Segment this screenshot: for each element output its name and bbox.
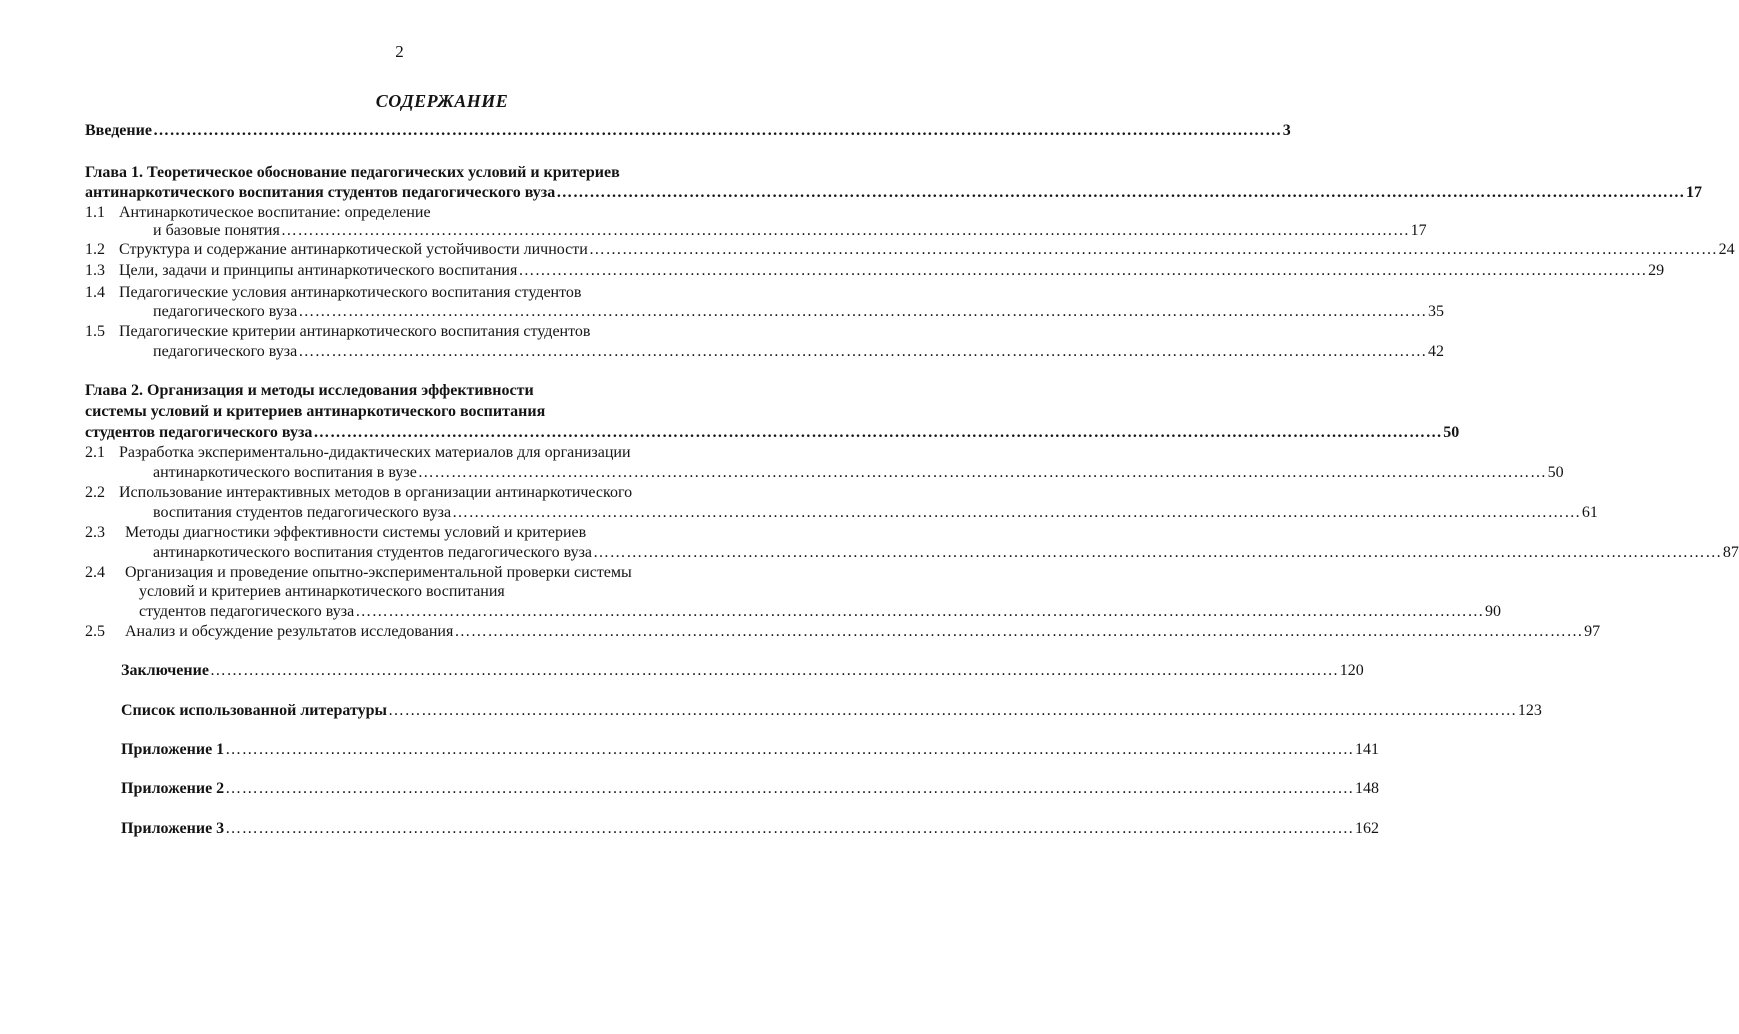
toc-entry-page: 87 <box>1722 544 1739 561</box>
dot-leader: …………………………………………………………………………………………………………………………………………………………………………………… <box>225 780 1354 797</box>
section-number: 2.2 <box>85 484 105 501</box>
toc-entry-appendix-3[interactable] <box>121 818 1379 840</box>
toc-entry-page: 123 <box>1517 702 1542 719</box>
section-number: 1.5 <box>85 323 105 340</box>
section-number: 2.5 <box>85 623 105 640</box>
toc-entry-label: Приложение 1 <box>121 741 225 758</box>
section-text-cont: антинаркотического воспитания в вузе <box>153 464 417 481</box>
chapter1-title-line2: антинаркотического воспитания студентов педагогического вуза <box>85 184 556 201</box>
toc-entry-1-4[interactable] <box>153 301 1444 323</box>
section-text-cont: воспитания студентов педагогического вуза <box>153 504 452 521</box>
toc-entry-page: 29 <box>1648 262 1665 279</box>
section-text: Структура и содержание антинаркотической устойчивости личности <box>119 241 588 258</box>
toc-entry-1-2[interactable] <box>85 239 1735 261</box>
section-text: Методы диагностики эффективности системы условий и критериев <box>125 524 587 541</box>
dot-leader: …………………………………………………………………………………………………………………………………………………………………………………… <box>209 662 1339 679</box>
dot-leader: …………………………………………………………………………………………………………………………………………………………………………………… <box>225 741 1354 758</box>
section-text-cont: студентов педагогического вуза <box>139 603 355 620</box>
toc-title: СОДЕРЖАНИЕ <box>375 91 509 111</box>
section-2-2-line1[interactable] <box>85 482 632 504</box>
section-2-3-line1[interactable] <box>85 522 586 544</box>
section-text-cont: и базовые понятия <box>153 222 280 239</box>
dot-leader: …………………………………………………………………………………………………………………………………………………………………………………… <box>280 222 1410 239</box>
dot-leader: …………………………………………………………………………………………………………………………………………………………………………………… <box>152 122 1282 139</box>
toc-entry-2-1[interactable] <box>153 462 1564 484</box>
toc-entry-2-3[interactable] <box>153 542 1739 564</box>
section-number: 1.2 <box>85 241 105 258</box>
dot-leader: …………………………………………………………………………………………………………………………………………………………………………………… <box>452 504 1581 521</box>
toc-entry-page: 61 <box>1581 504 1598 521</box>
chapter2-title-line3: студентов педагогического вуза <box>85 424 313 441</box>
toc-entry-page: 3 <box>1282 122 1291 139</box>
dot-leader: …………………………………………………………………………………………………………………………………………………………………………………… <box>298 303 1427 320</box>
section-number: 1.3 <box>85 262 105 279</box>
section-2-1-line1[interactable] <box>85 442 631 464</box>
toc-entry-intro[interactable] <box>85 120 1291 142</box>
dot-leader: …………………………………………………………………………………………………………………………………………………………………………………… <box>388 702 1517 719</box>
section-number: 2.1 <box>85 444 105 461</box>
toc-entry-appendix-2[interactable] <box>121 778 1379 800</box>
section-text-cont: педагогического вуза <box>153 303 298 320</box>
toc-entry-page: 120 <box>1339 662 1364 679</box>
chapter1-title-line1[interactable]: Глава 1. Теоретическое обоснование педагогических условий и критериев <box>85 164 620 181</box>
section-text: Педагогические критерии антинаркотического воспитания студентов <box>119 323 591 340</box>
dot-leader: …………………………………………………………………………………………………………………………………………………………………………………… <box>556 184 1686 201</box>
dot-leader: …………………………………………………………………………………………………………………………………………………………………………………… <box>298 343 1427 360</box>
dot-leader: …………………………………………………………………………………………………………………………………………………………………………………… <box>355 603 1485 620</box>
section-text: Организация и проведение опытно-экспериментальной проверки системы <box>125 564 632 581</box>
section-1-5-line1[interactable] <box>85 321 590 343</box>
section-number: 1.1 <box>85 204 105 221</box>
dot-leader: …………………………………………………………………………………………………………………………………………………………………………………… <box>313 424 1443 441</box>
section-text: Цели, задачи и принципы антинаркотического воспитания <box>119 262 518 279</box>
toc-entry-label: Список использованной литературы <box>121 702 387 719</box>
toc-entry-2-4[interactable] <box>139 601 1502 623</box>
chapter2-title-line1[interactable]: Глава 2. Организация и методы исследования эффективности <box>85 382 534 399</box>
toc-entry-page: 162 <box>1354 820 1379 837</box>
toc-entry-conclusion[interactable] <box>121 660 1364 682</box>
toc-entry-2-2[interactable] <box>153 502 1598 524</box>
toc-entry-label: Приложение 3 <box>121 820 225 837</box>
toc-entry-page: 148 <box>1354 780 1379 797</box>
section-text-cont: педагогического вуза <box>153 343 298 360</box>
toc-entry-1-5[interactable] <box>153 341 1444 363</box>
toc-entry-page: 50 <box>1547 464 1564 481</box>
toc-entry-appendix-1[interactable] <box>121 739 1379 761</box>
toc-entry-page: 17 <box>1410 222 1427 239</box>
toc-entry-page: 141 <box>1354 741 1379 758</box>
section-number: 2.4 <box>85 564 105 581</box>
section-number: 2.3 <box>85 524 105 541</box>
dot-leader: …………………………………………………………………………………………………………………………………………………………………………………… <box>518 262 1648 279</box>
toc-entry-page: 97 <box>1584 623 1601 640</box>
chapter2-title-line2[interactable]: системы условий и критериев антинаркотического воспитания <box>85 403 546 420</box>
toc-entry-chapter1[interactable] <box>85 182 1703 204</box>
dot-leader: …………………………………………………………………………………………………………………………………………………………………………………… <box>454 623 1584 640</box>
toc-entry-1-3[interactable] <box>85 260 1665 282</box>
toc-entry-page: 90 <box>1485 603 1502 620</box>
section-2-4-line2[interactable]: условий и критериев антинаркотического воспитания <box>139 583 505 600</box>
toc-entry-page: 50 <box>1443 424 1460 441</box>
page-number: 2 <box>395 42 404 61</box>
toc-entry-page: 24 <box>1718 241 1735 258</box>
section-text: Антинаркотическое воспитание: определение <box>119 204 431 221</box>
section-text-cont: антинаркотического воспитания студентов педагогического вуза <box>153 544 593 561</box>
dot-leader: …………………………………………………………………………………………………………………………………………………………………………………… <box>225 820 1354 837</box>
toc-entry-label: Введение <box>85 122 152 139</box>
toc-entry-page: 35 <box>1428 303 1444 320</box>
dot-leader: …………………………………………………………………………………………………………………………………………………………………………………… <box>593 544 1722 561</box>
section-number: 1.4 <box>85 284 105 301</box>
dot-leader: …………………………………………………………………………………………………………………………………………………………………………………… <box>588 241 1718 258</box>
toc-entry-references[interactable] <box>121 700 1542 722</box>
toc-entry-label: Приложение 2 <box>121 780 225 797</box>
toc-entry-page: 42 <box>1428 343 1444 360</box>
dot-leader: …………………………………………………………………………………………………………………………………………………………………………………… <box>417 464 1547 481</box>
section-text: Педагогические условия антинаркотического воспитания студентов <box>119 284 582 301</box>
toc-entry-page: 17 <box>1686 184 1703 201</box>
section-text: Анализ и обсуждение результатов исследования <box>125 623 454 640</box>
toc-entry-2-5[interactable] <box>85 621 1601 643</box>
toc-entry-label: Заключение <box>121 662 209 679</box>
section-text: Использование интерактивных методов в организации антинаркотического <box>119 484 633 501</box>
toc-entry-chapter2[interactable] <box>85 422 1460 444</box>
section-text: Разработка экспериментально-дидактических материалов для организации <box>119 444 631 461</box>
